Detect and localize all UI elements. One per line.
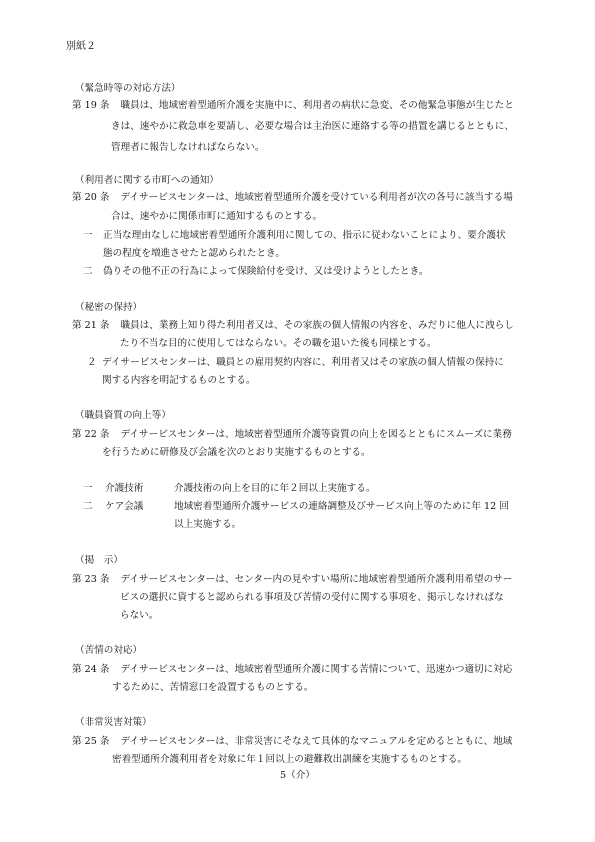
article-number: 第 21 条 <box>72 320 110 331</box>
paragraph-text-line: 関する内容を明記するものとする。 <box>102 375 256 386</box>
article-text-line: を行うために研修及び会議を次のとおり実施するものとする。 <box>102 447 371 458</box>
article-24 <box>72 664 512 676</box>
section-heading-complaints: （苦情の対応） <box>75 645 143 656</box>
article-number: 第 25 条 <box>72 736 110 747</box>
item-text-line: 偽りその他不正の行為によって保険給付を受け、又は受けようとしたとき。 <box>103 266 429 277</box>
article-text-line: 職員は、地域密着型通所介護を実施中に、利用者の病状に急変、その他緊急事態が生じたと <box>120 100 514 111</box>
article-text-line: デイサービスセンターは、地域密着型通所介護に関する苦情について、迅速かつ適切に対応 <box>120 664 513 675</box>
article-number: 第 20 条 <box>72 192 110 203</box>
article-text-line: デイサービスセンターは、センター内の見やすい場所に地域密着型通所介護利用希望のサー <box>120 574 513 585</box>
paragraph-text-line: デイサービスセンターは、職員との雇用契約内容に、利用者又はその家族の個人情報の保持に <box>102 357 504 368</box>
section-heading-confidentiality: （秘密の保持） <box>75 302 143 313</box>
article-text-line: きは、速やかに救急車を要請し、必要な場合は主治医に連絡する等の措置を講じるとともに、 <box>111 121 514 132</box>
article-20 <box>72 192 513 204</box>
item-mark: 一 <box>83 483 93 494</box>
article-text-line: 密着型通所介護利用者を対象に年１回以上の避難救出訓練を実施するものとする。 <box>112 754 467 765</box>
article-number: 第 19 条 <box>72 100 110 111</box>
article-text-line: デイサービスセンターは、地域密着型通所介護等資質の向上を図るとともにスムーズに業務 <box>120 429 512 440</box>
item-mark: 一 <box>83 230 93 241</box>
item-text-line: 地域密着型通所介護サービスの連絡調整及びサービス向上等のために年 12 回 <box>174 501 509 512</box>
article-25 <box>72 736 512 748</box>
item-name: 介護技術 <box>105 483 144 494</box>
article-text-line: するために、苦情窓口を設置するものとする。 <box>112 682 314 693</box>
item-text-line: 態の程度を増進させたと認められたとき。 <box>103 248 285 259</box>
article-text-line: デイサービスセンターは、非常災害にそなえて具体的なマニュアルを定めるとともに、地域 <box>120 736 513 747</box>
item-text-line: 以上実施する。 <box>174 519 242 530</box>
article-number: 第 23 条 <box>72 574 110 585</box>
article-23 <box>72 574 512 586</box>
paragraph-number: ２ <box>87 357 97 368</box>
article-text-line: らない。 <box>120 610 159 621</box>
attachment-label: 別紙２ <box>66 41 96 52</box>
article-text-line: ビスの選択に資すると認められる事項及び苦情の受付に関する事項を、掲示しなければな <box>120 592 504 603</box>
article-text-line: デイサービスセンターは、地域密着型通所介護を受けている利用者が次の各号に該当する場 <box>120 192 513 203</box>
article-text-line: 職員は、業務上知り得た利用者又は、その家族の個人情報の内容を、みだりに他人に洩らし <box>120 320 514 331</box>
article-text-line: 合は、速やかに関係市町に通知するものとする。 <box>111 211 323 222</box>
item-name: ケア会議 <box>105 501 144 512</box>
section-heading-emergency: （緊急時等の対応方法） <box>75 83 181 94</box>
page-number: 5（介） <box>280 770 315 781</box>
article-22 <box>72 429 512 441</box>
section-heading-notification: （利用者に関する市町への通知） <box>75 175 219 186</box>
item-text-line: 介護技術の向上を目的に年２回以上実施する。 <box>174 483 376 494</box>
article-number: 第 24 条 <box>72 664 110 675</box>
article-21 <box>72 320 514 332</box>
article-19 <box>72 100 514 112</box>
section-heading-disaster: （非常災害対策） <box>75 717 152 728</box>
section-heading-training: （職員資質の向上等） <box>75 410 171 421</box>
article-number: 第 22 条 <box>72 429 110 440</box>
article-text-line: 管理者に報告しなければならない。 <box>111 142 265 153</box>
article-text-line: たり不当な目的に使用してはならない。その職を退いた後も同様とする。 <box>120 338 437 349</box>
item-mark: 二 <box>83 501 93 512</box>
section-heading-posting: （掲 示） <box>75 555 123 566</box>
item-text-line: 正当な理由なしに地域密着型通所介護利用に関しての、指示に従わないことにより、要介護状 <box>103 230 506 241</box>
item-mark: 二 <box>83 266 93 277</box>
